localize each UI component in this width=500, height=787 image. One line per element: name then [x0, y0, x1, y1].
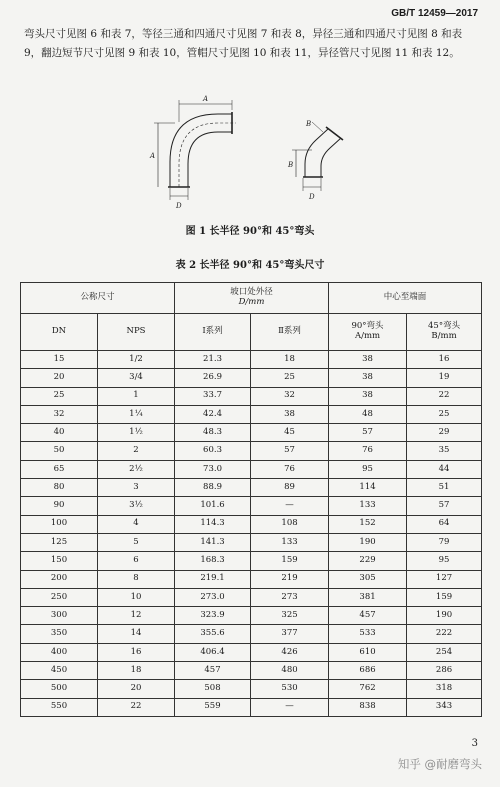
cell-dn: 350 [21, 625, 98, 643]
elbow-dimension-table [20, 282, 482, 717]
label-b-top: B [306, 120, 312, 128]
header-series2: Ⅱ系列 [251, 314, 329, 351]
cell-elbow45: 22 [407, 387, 482, 405]
table-row [21, 662, 482, 680]
cell-elbow45: 159 [407, 588, 482, 606]
cell-dn: 50 [21, 442, 98, 460]
table-row [21, 643, 482, 661]
cell-elbow45: 64 [407, 515, 482, 533]
cell-elbow45: 35 [407, 442, 482, 460]
cell-elbow45: 79 [407, 533, 482, 551]
cell-dn: 400 [21, 643, 98, 661]
header-elbow90-unit: A/mm [354, 331, 381, 341]
cell-series1: 323.9 [175, 607, 251, 625]
cell-elbow90: 133 [329, 497, 407, 515]
table-row [21, 533, 482, 551]
cell-elbow45: 19 [407, 369, 482, 387]
cell-elbow45: 222 [407, 625, 482, 643]
cell-series2: — [251, 698, 329, 716]
cell-elbow90: 457 [329, 607, 407, 625]
cell-nps: 20 [98, 680, 175, 698]
cell-series1: 168.3 [175, 552, 251, 570]
header-elbow90 [329, 314, 407, 351]
header-dn: DN [21, 314, 98, 351]
cell-series2: 480 [251, 662, 329, 680]
table-row [21, 497, 482, 515]
cell-elbow90: 38 [329, 387, 407, 405]
cell-series1: 141.3 [175, 533, 251, 551]
cell-nps: 6 [98, 552, 175, 570]
cell-dn: 65 [21, 460, 98, 478]
cell-nps: 3 [98, 479, 175, 497]
cell-series1: 355.6 [175, 625, 251, 643]
cell-dn: 450 [21, 662, 98, 680]
cell-series2: 108 [251, 515, 329, 533]
cell-elbow90: 533 [329, 625, 407, 643]
cell-elbow45: 286 [407, 662, 482, 680]
cell-series2: 159 [251, 552, 329, 570]
cell-elbow45: 318 [407, 680, 482, 698]
cell-series2: 89 [251, 479, 329, 497]
cell-series1: 21.3 [175, 351, 251, 369]
cell-elbow90: 381 [329, 588, 407, 606]
header-elbow45 [407, 314, 482, 351]
cell-dn: 80 [21, 479, 98, 497]
cell-series1: 219.1 [175, 570, 251, 588]
cell-dn: 250 [21, 588, 98, 606]
cell-elbow90: 76 [329, 442, 407, 460]
table-row [21, 698, 482, 716]
header-outside-diameter-unit: D/mm [238, 297, 265, 307]
cell-elbow90: 610 [329, 643, 407, 661]
table-row [21, 369, 482, 387]
cell-elbow90: 152 [329, 515, 407, 533]
cell-dn: 500 [21, 680, 98, 698]
table-row [21, 351, 482, 369]
cell-elbow90: 229 [329, 552, 407, 570]
header-series1: Ⅰ系列 [175, 314, 251, 351]
cell-series1: 88.9 [175, 479, 251, 497]
cell-dn: 150 [21, 552, 98, 570]
elbow-figures [0, 92, 500, 212]
cell-series2: 25 [251, 369, 329, 387]
header-nps: NPS [98, 314, 175, 351]
table-row [21, 607, 482, 625]
cell-dn: 25 [21, 387, 98, 405]
cell-series1: 73.0 [175, 460, 251, 478]
cell-nps: 1 [98, 387, 175, 405]
cell-series1: 60.3 [175, 442, 251, 460]
cell-series2: 45 [251, 424, 329, 442]
label-b-side: B [288, 161, 294, 169]
cell-nps: 12 [98, 607, 175, 625]
cell-elbow90: 95 [329, 460, 407, 478]
table-row [21, 570, 482, 588]
cell-elbow45: 127 [407, 570, 482, 588]
cell-series2: 133 [251, 533, 329, 551]
standard-code: GB/T 12459—2017 [391, 8, 478, 19]
figure-caption: 图 1 长半径 90°和 45°弯头 [185, 226, 315, 237]
cell-dn: 300 [21, 607, 98, 625]
label-d-45: D [309, 193, 315, 201]
cell-series2: 32 [251, 387, 329, 405]
cell-elbow45: 16 [407, 351, 482, 369]
cell-series2: 273 [251, 588, 329, 606]
cell-series1: 508 [175, 680, 251, 698]
table-row [21, 442, 482, 460]
table-row [21, 552, 482, 570]
cell-dn: 90 [21, 497, 98, 515]
cell-nps: 10 [98, 588, 175, 606]
elbow-90-drawing [154, 100, 236, 200]
cell-elbow90: 114 [329, 479, 407, 497]
table-row [21, 588, 482, 606]
cell-series2: 57 [251, 442, 329, 460]
cell-dn: 15 [21, 351, 98, 369]
table-row [21, 424, 482, 442]
cell-elbow90: 57 [329, 424, 407, 442]
header-outside-diameter-label: 坡口处外径 [230, 287, 273, 298]
cell-series1: 559 [175, 698, 251, 716]
cell-series1: 101.6 [175, 497, 251, 515]
label-a-top: A [203, 95, 209, 103]
cell-series1: 406.4 [175, 643, 251, 661]
watermark: 知乎 @耐磨弯头 [397, 757, 482, 771]
cell-elbow45: 51 [407, 479, 482, 497]
cell-dn: 125 [21, 533, 98, 551]
cell-series2: 76 [251, 460, 329, 478]
cell-elbow90: 762 [329, 680, 407, 698]
cell-nps: 18 [98, 662, 175, 680]
cell-nps: 2½ [98, 460, 175, 478]
cell-elbow45: 95 [407, 552, 482, 570]
cell-dn: 100 [21, 515, 98, 533]
label-d-90: D [176, 202, 182, 210]
cell-nps: 1¼ [98, 405, 175, 423]
page-number: 3 [471, 738, 478, 749]
cell-nps: 4 [98, 515, 175, 533]
table-row [21, 405, 482, 423]
cell-series1: 42.4 [175, 405, 251, 423]
table-row [21, 387, 482, 405]
cell-nps: 16 [98, 643, 175, 661]
cell-series2: 219 [251, 570, 329, 588]
table-body [21, 351, 482, 717]
cell-series2: 18 [251, 351, 329, 369]
cell-elbow45: 25 [407, 405, 482, 423]
cell-elbow45: 190 [407, 607, 482, 625]
cell-elbow90: 686 [329, 662, 407, 680]
cell-series1: 48.3 [175, 424, 251, 442]
cell-series2: — [251, 497, 329, 515]
cell-nps: 1½ [98, 424, 175, 442]
cell-nps: 8 [98, 570, 175, 588]
cell-elbow90: 838 [329, 698, 407, 716]
cell-elbow90: 38 [329, 369, 407, 387]
cell-series2: 377 [251, 625, 329, 643]
cell-series2: 530 [251, 680, 329, 698]
cell-nps: 1/2 [98, 351, 175, 369]
cell-dn: 40 [21, 424, 98, 442]
table-row [21, 515, 482, 533]
cell-dn: 32 [21, 405, 98, 423]
cell-series2: 38 [251, 405, 329, 423]
elbow-45-drawing [292, 122, 343, 191]
cell-series1: 457 [175, 662, 251, 680]
table-row [21, 625, 482, 643]
table-row [21, 460, 482, 478]
cell-elbow90: 190 [329, 533, 407, 551]
cell-nps: 3½ [98, 497, 175, 515]
label-a-side: A [150, 152, 156, 160]
cell-dn: 200 [21, 570, 98, 588]
cell-elbow90: 38 [329, 351, 407, 369]
cell-series1: 33.7 [175, 387, 251, 405]
cell-nps: 14 [98, 625, 175, 643]
cell-elbow45: 254 [407, 643, 482, 661]
cell-nps: 3/4 [98, 369, 175, 387]
header-elbow45-label: 45°弯头 [428, 321, 461, 332]
cell-nps: 5 [98, 533, 175, 551]
header-nominal-size: 公称尺寸 [21, 283, 175, 314]
table-row [21, 479, 482, 497]
cell-series1: 273.0 [175, 588, 251, 606]
cell-nps: 2 [98, 442, 175, 460]
cell-dn: 550 [21, 698, 98, 716]
cell-elbow45: 29 [407, 424, 482, 442]
header-outside-diameter [175, 283, 329, 314]
table-title: 表 2 长半径 90°和 45°弯头尺寸 [175, 260, 325, 271]
cell-series1: 114.3 [175, 515, 251, 533]
cell-dn: 20 [21, 369, 98, 387]
cell-series2: 426 [251, 643, 329, 661]
cell-series2: 325 [251, 607, 329, 625]
cell-elbow90: 48 [329, 405, 407, 423]
header-elbow45-unit: B/mm [431, 331, 457, 341]
intro-paragraph: 弯头尺寸见图 6 和表 7，等径三通和四通尺寸见图 7 和表 8，异径三通和四通尺寸见图 8 和表 9，翻边短节尺寸见图 9 和表 10，管帽尺寸见图 10 和表 11，异径管尺寸见图 11 和表 12。 [24, 28, 463, 59]
cell-nps: 22 [98, 698, 175, 716]
cell-elbow45: 44 [407, 460, 482, 478]
cell-elbow45: 57 [407, 497, 482, 515]
table-row [21, 680, 482, 698]
cell-elbow45: 343 [407, 698, 482, 716]
cell-elbow90: 305 [329, 570, 407, 588]
header-elbow90-label: 90°弯头 [351, 321, 384, 332]
header-center-to-end: 中心至端面 [329, 283, 482, 314]
cell-series1: 26.9 [175, 369, 251, 387]
